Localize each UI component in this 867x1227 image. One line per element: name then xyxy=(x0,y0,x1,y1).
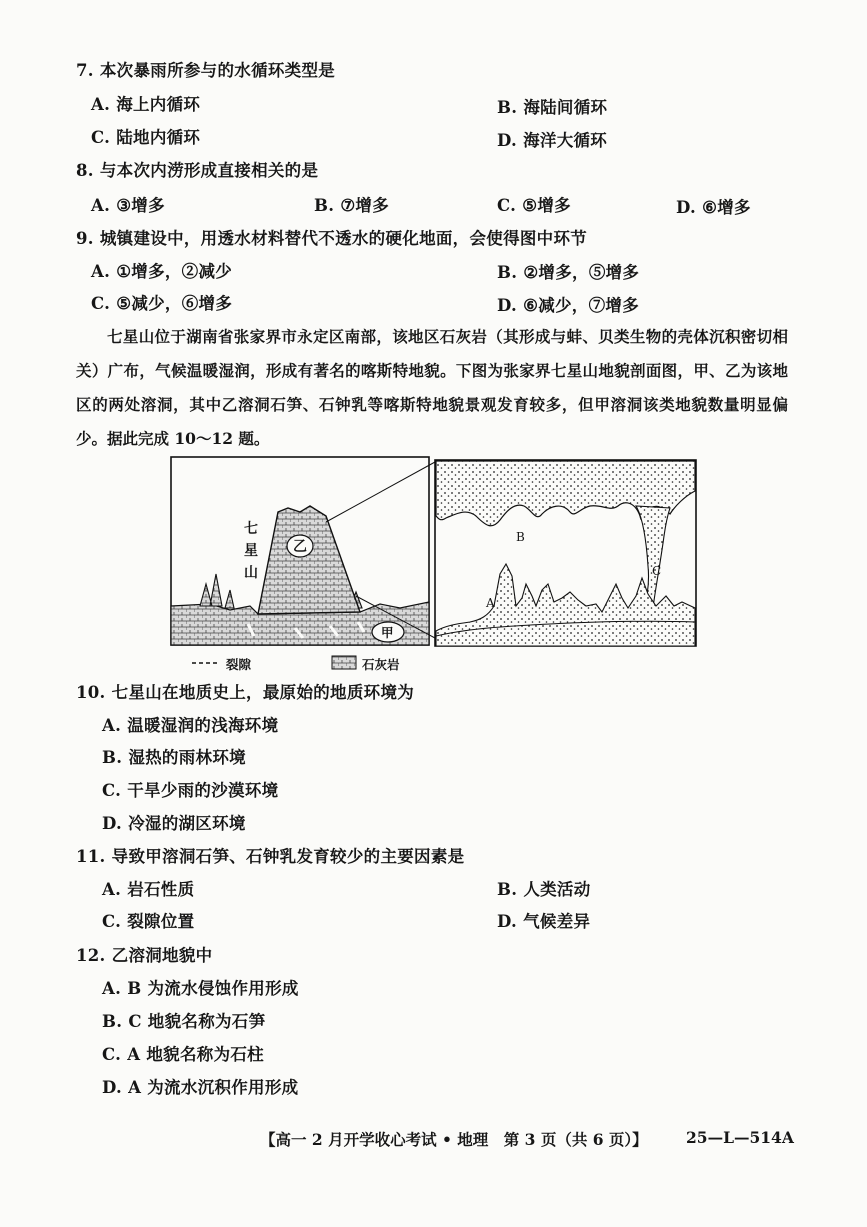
question-7-option-b[interactable]: B. 海陆间循环 xyxy=(497,98,608,117)
mountain-label-char-2: 星 xyxy=(244,543,258,559)
question-11-option-d[interactable]: D. 气候差异 xyxy=(497,912,591,931)
label-b: B xyxy=(516,530,525,544)
mountain-label xyxy=(244,518,258,584)
question-8-stem: 8. 与本次内涝形成直接相关的是 xyxy=(76,161,319,180)
question-7-stem: 7. 本次暴雨所参与的水循环类型是 xyxy=(76,61,336,80)
question-9-option-c[interactable]: C. ⑤减少，⑥增多 xyxy=(91,294,233,313)
question-10-option-c[interactable]: C. 干旱少雨的沙漠环境 xyxy=(102,781,279,800)
question-10-option-d[interactable]: D. 冷湿的湖区环境 xyxy=(102,814,246,833)
karst-profile-figure xyxy=(170,456,698,674)
legend xyxy=(192,656,356,669)
question-12-option-c[interactable]: C. A 地貌名称为石柱 xyxy=(102,1045,264,1064)
label-a: A xyxy=(486,596,495,610)
question-10-stem: 10. 七星山在地质史上，最原始的地质环境为 xyxy=(76,683,415,702)
question-8-option-b[interactable]: B. ⑦增多 xyxy=(314,196,390,215)
legend-crack-label: 裂隙 xyxy=(226,657,252,672)
cave-interior-panel xyxy=(435,460,696,646)
question-12-option-d[interactable]: D. A 为流水沉积作用形成 xyxy=(102,1078,299,1097)
legend-limestone-label: 石灰岩 xyxy=(362,657,400,672)
question-8-option-a[interactable]: A. ③增多 xyxy=(91,196,165,215)
question-10-option-b[interactable]: B. 湿热的雨林环境 xyxy=(102,748,246,767)
question-8-option-d[interactable]: D. ⑥增多 xyxy=(676,198,751,217)
legend-limestone-symbol xyxy=(332,656,356,669)
question-12-option-b[interactable]: B. C 地貌名称为石笋 xyxy=(102,1012,266,1031)
question-11-option-c[interactable]: C. 裂隙位置 xyxy=(102,912,195,931)
question-9-stem: 9. 城镇建设中，用透水材料替代不透水的硬化地面，会使得图中环节 xyxy=(76,229,588,248)
question-12-option-a[interactable]: A. B 为流水侵蚀作用形成 xyxy=(102,979,299,998)
question-9-option-b[interactable]: B. ②增多，⑤增多 xyxy=(497,263,640,282)
page-footer-title: 【高一 2 月开学收心考试 • 地理 第 3 页（共 6 页）】 xyxy=(260,1130,648,1149)
cave-jia-label: 甲 xyxy=(381,625,394,640)
question-11-option-a[interactable]: A. 岩石性质 xyxy=(102,880,195,899)
question-12-stem: 12. 乙溶洞地貌中 xyxy=(76,946,213,965)
question-7-option-a[interactable]: A. 海上内循环 xyxy=(91,95,201,114)
page-footer-code: 25—L—514A xyxy=(686,1128,794,1147)
mountain-label-char-3: 山 xyxy=(244,565,258,581)
cave-yi-label: 乙 xyxy=(293,539,307,555)
question-11-stem: 11. 导致甲溶洞石笋、石钟乳发育较少的主要因素是 xyxy=(76,847,465,866)
question-8-option-c[interactable]: C. ⑤增多 xyxy=(497,196,571,215)
question-7-option-c[interactable]: C. 陆地内循环 xyxy=(91,128,201,147)
question-7-option-d[interactable]: D. 海洋大循环 xyxy=(497,131,608,150)
reading-passage: 七星山位于湖南省张家界市永定区南部，该地区石灰岩（其形成与蚌、贝类生物的壳体沉积密切相关）广布，气候温暖湿润，形成有著名的喀斯特地貌。下图为张家界七星山地貌剖面图，甲、乙为该地区的两处溶洞，其中乙溶洞石笋、石钟乳等喀斯特地貌景观发育较多，但甲溶洞该类地貌数量明显偏少。据此完成 10～12 题。 xyxy=(76,327,788,448)
mountain-label-char-1: 七 xyxy=(244,521,258,537)
question-11-option-b[interactable]: B. 人类活动 xyxy=(497,880,591,899)
question-10-option-a[interactable]: A. 温暖湿润的浅海环境 xyxy=(102,716,279,735)
label-c: C xyxy=(652,564,662,578)
qixing-mountain xyxy=(258,506,360,614)
karst-peaks-left xyxy=(200,574,234,608)
question-9-option-a[interactable]: A. ①增多，②减少 xyxy=(91,262,233,281)
question-9-option-d[interactable]: D. ⑥减少，⑦增多 xyxy=(497,296,640,315)
